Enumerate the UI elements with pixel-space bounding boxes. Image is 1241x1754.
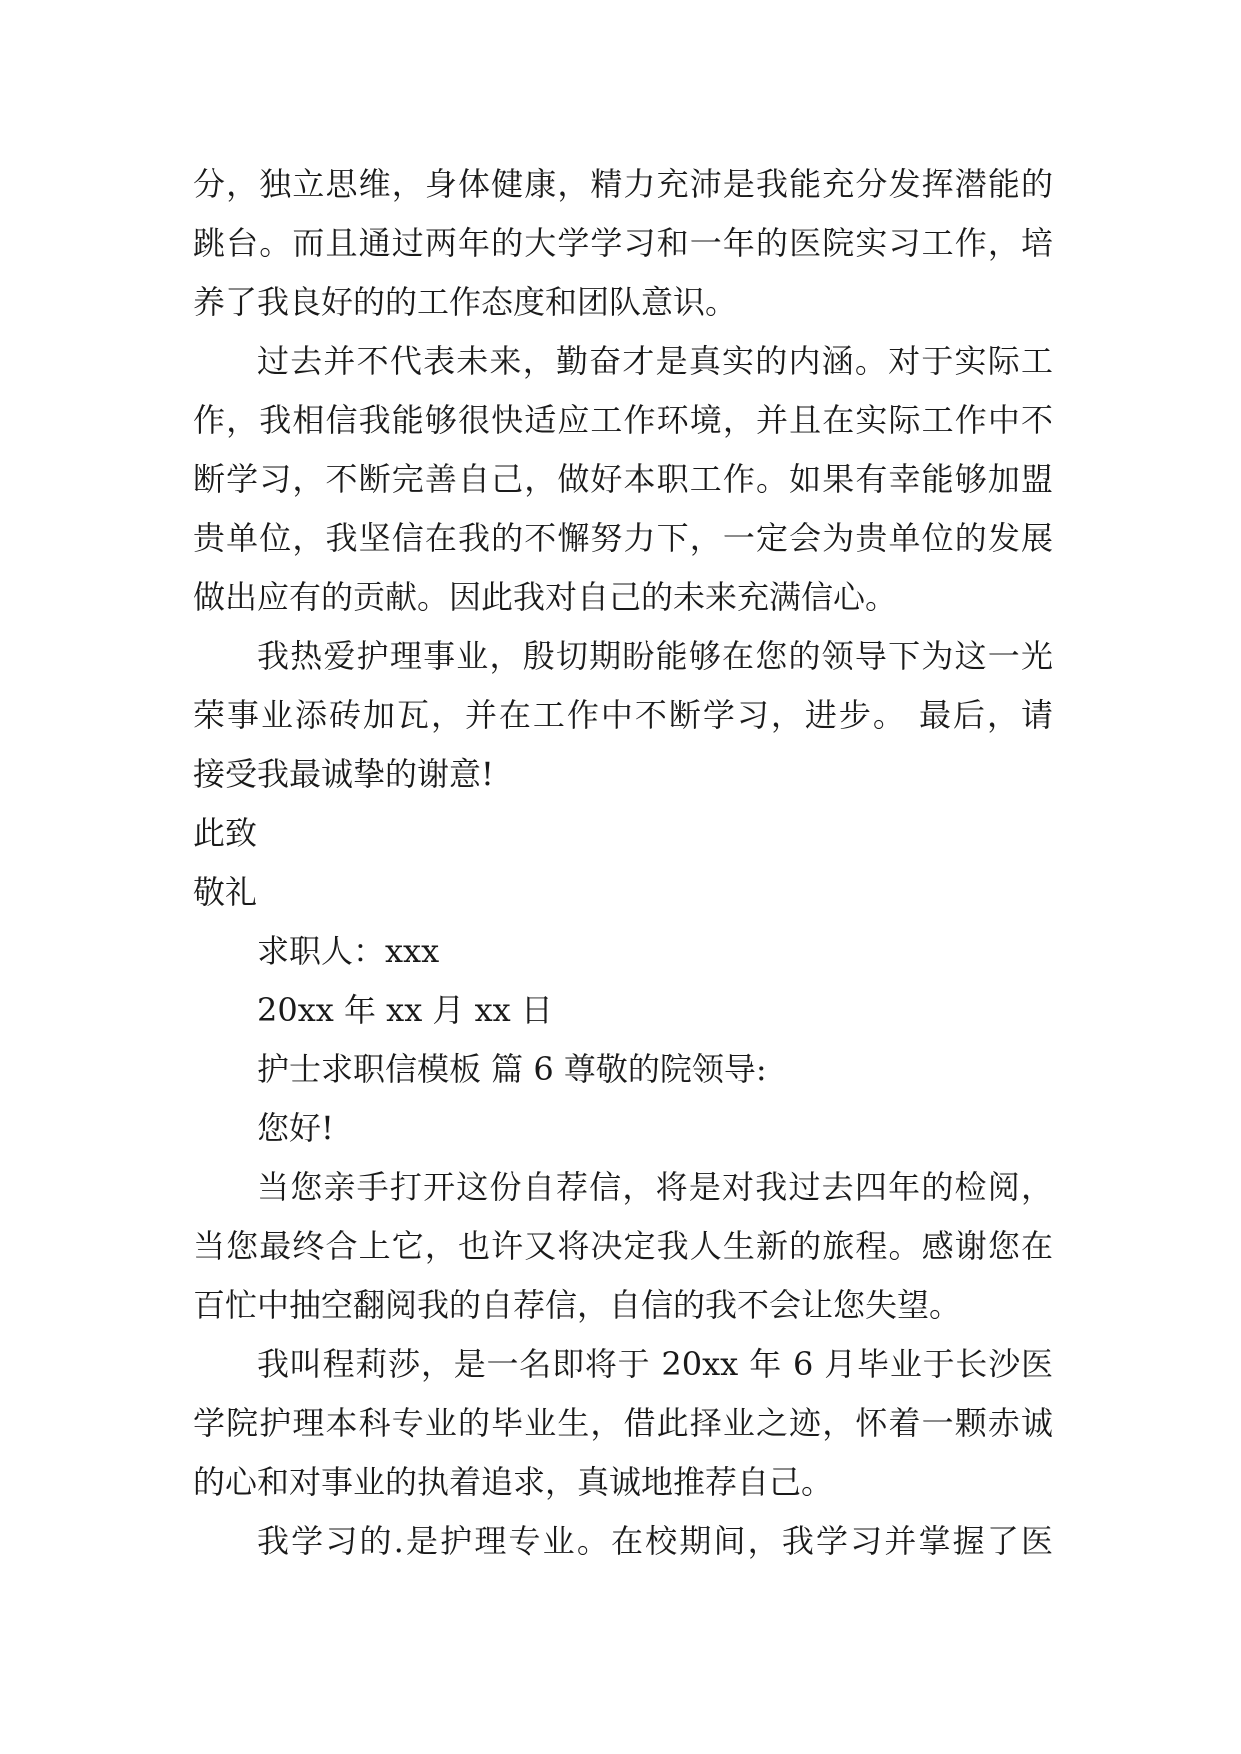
paragraph-first-line: 我热爱护理事业，殷切期盼能够在您的领导下为这一光 [257,637,1053,675]
text-line: 跳台。而且通过两年的大学学习和一年的医院实习工作，培 [193,224,1053,262]
text-line: 的心和对事业的执着追求，真诚地推荐自己。 [193,1463,834,1501]
closing-regards: 敬礼 [193,873,258,911]
letter-date: 20xx 年 xx 月 xx 日 [257,991,553,1029]
text-line: 分，独立思维，身体健康，精力充沛是我能充分发挥潜能的 [193,165,1053,203]
text-line: 荣事业添砖加瓦，并在工作中不断学习，进步。 最后，请 [193,696,1053,734]
paragraph-first-line: 我叫程莉莎，是一名即将于 20xx 年 6 月毕业于长沙医 [257,1345,1053,1383]
letter-body [193,155,1053,1571]
text-line: 断学习，不断完善自己，做好本职工作。如果有幸能够加盟 [193,460,1053,498]
text-line: 做出应有的贡献。因此我对自己的未来充满信心。 [193,578,898,616]
text-line: 贵单位，我坚信在我的不懈努力下，一定会为贵单位的发展 [193,519,1053,557]
text-line: 当您最终合上它，也许又将决定我人生新的旅程。感谢您在 [193,1227,1053,1265]
greeting: 您好! [257,1109,334,1147]
text-line: 作，我相信我能够很快适应工作环境，并且在实际工作中不 [193,401,1053,439]
paragraph-first-line: 我学习的.是护理专业。在校期间，我学习并掌握了医 [257,1522,1053,1560]
text-line: 接受我最诚挚的谢意! [193,755,494,793]
paragraph-first-line: 当您亲手打开这份自荐信，将是对我过去四年的检阅， [257,1168,1053,1206]
text-line: 养了我良好的的工作态度和团队意识。 [193,283,738,321]
paragraph-first-line: 过去并不代表未来，勤奋才是真实的内涵。对于实际工 [257,342,1053,380]
text-line: 学院护理本科专业的毕业生，借此择业之迹，怀着一颗赤诚 [193,1404,1053,1442]
text-line: 百忙中抽空翻阅我的自荐信，自信的我不会让您失望。 [193,1286,962,1324]
closing-salutation: 此致 [193,814,258,852]
applicant-signature: 求职人：xxx [257,932,440,970]
section-heading: 护士求职信模板 篇 6 尊敬的院领导: [257,1050,767,1088]
